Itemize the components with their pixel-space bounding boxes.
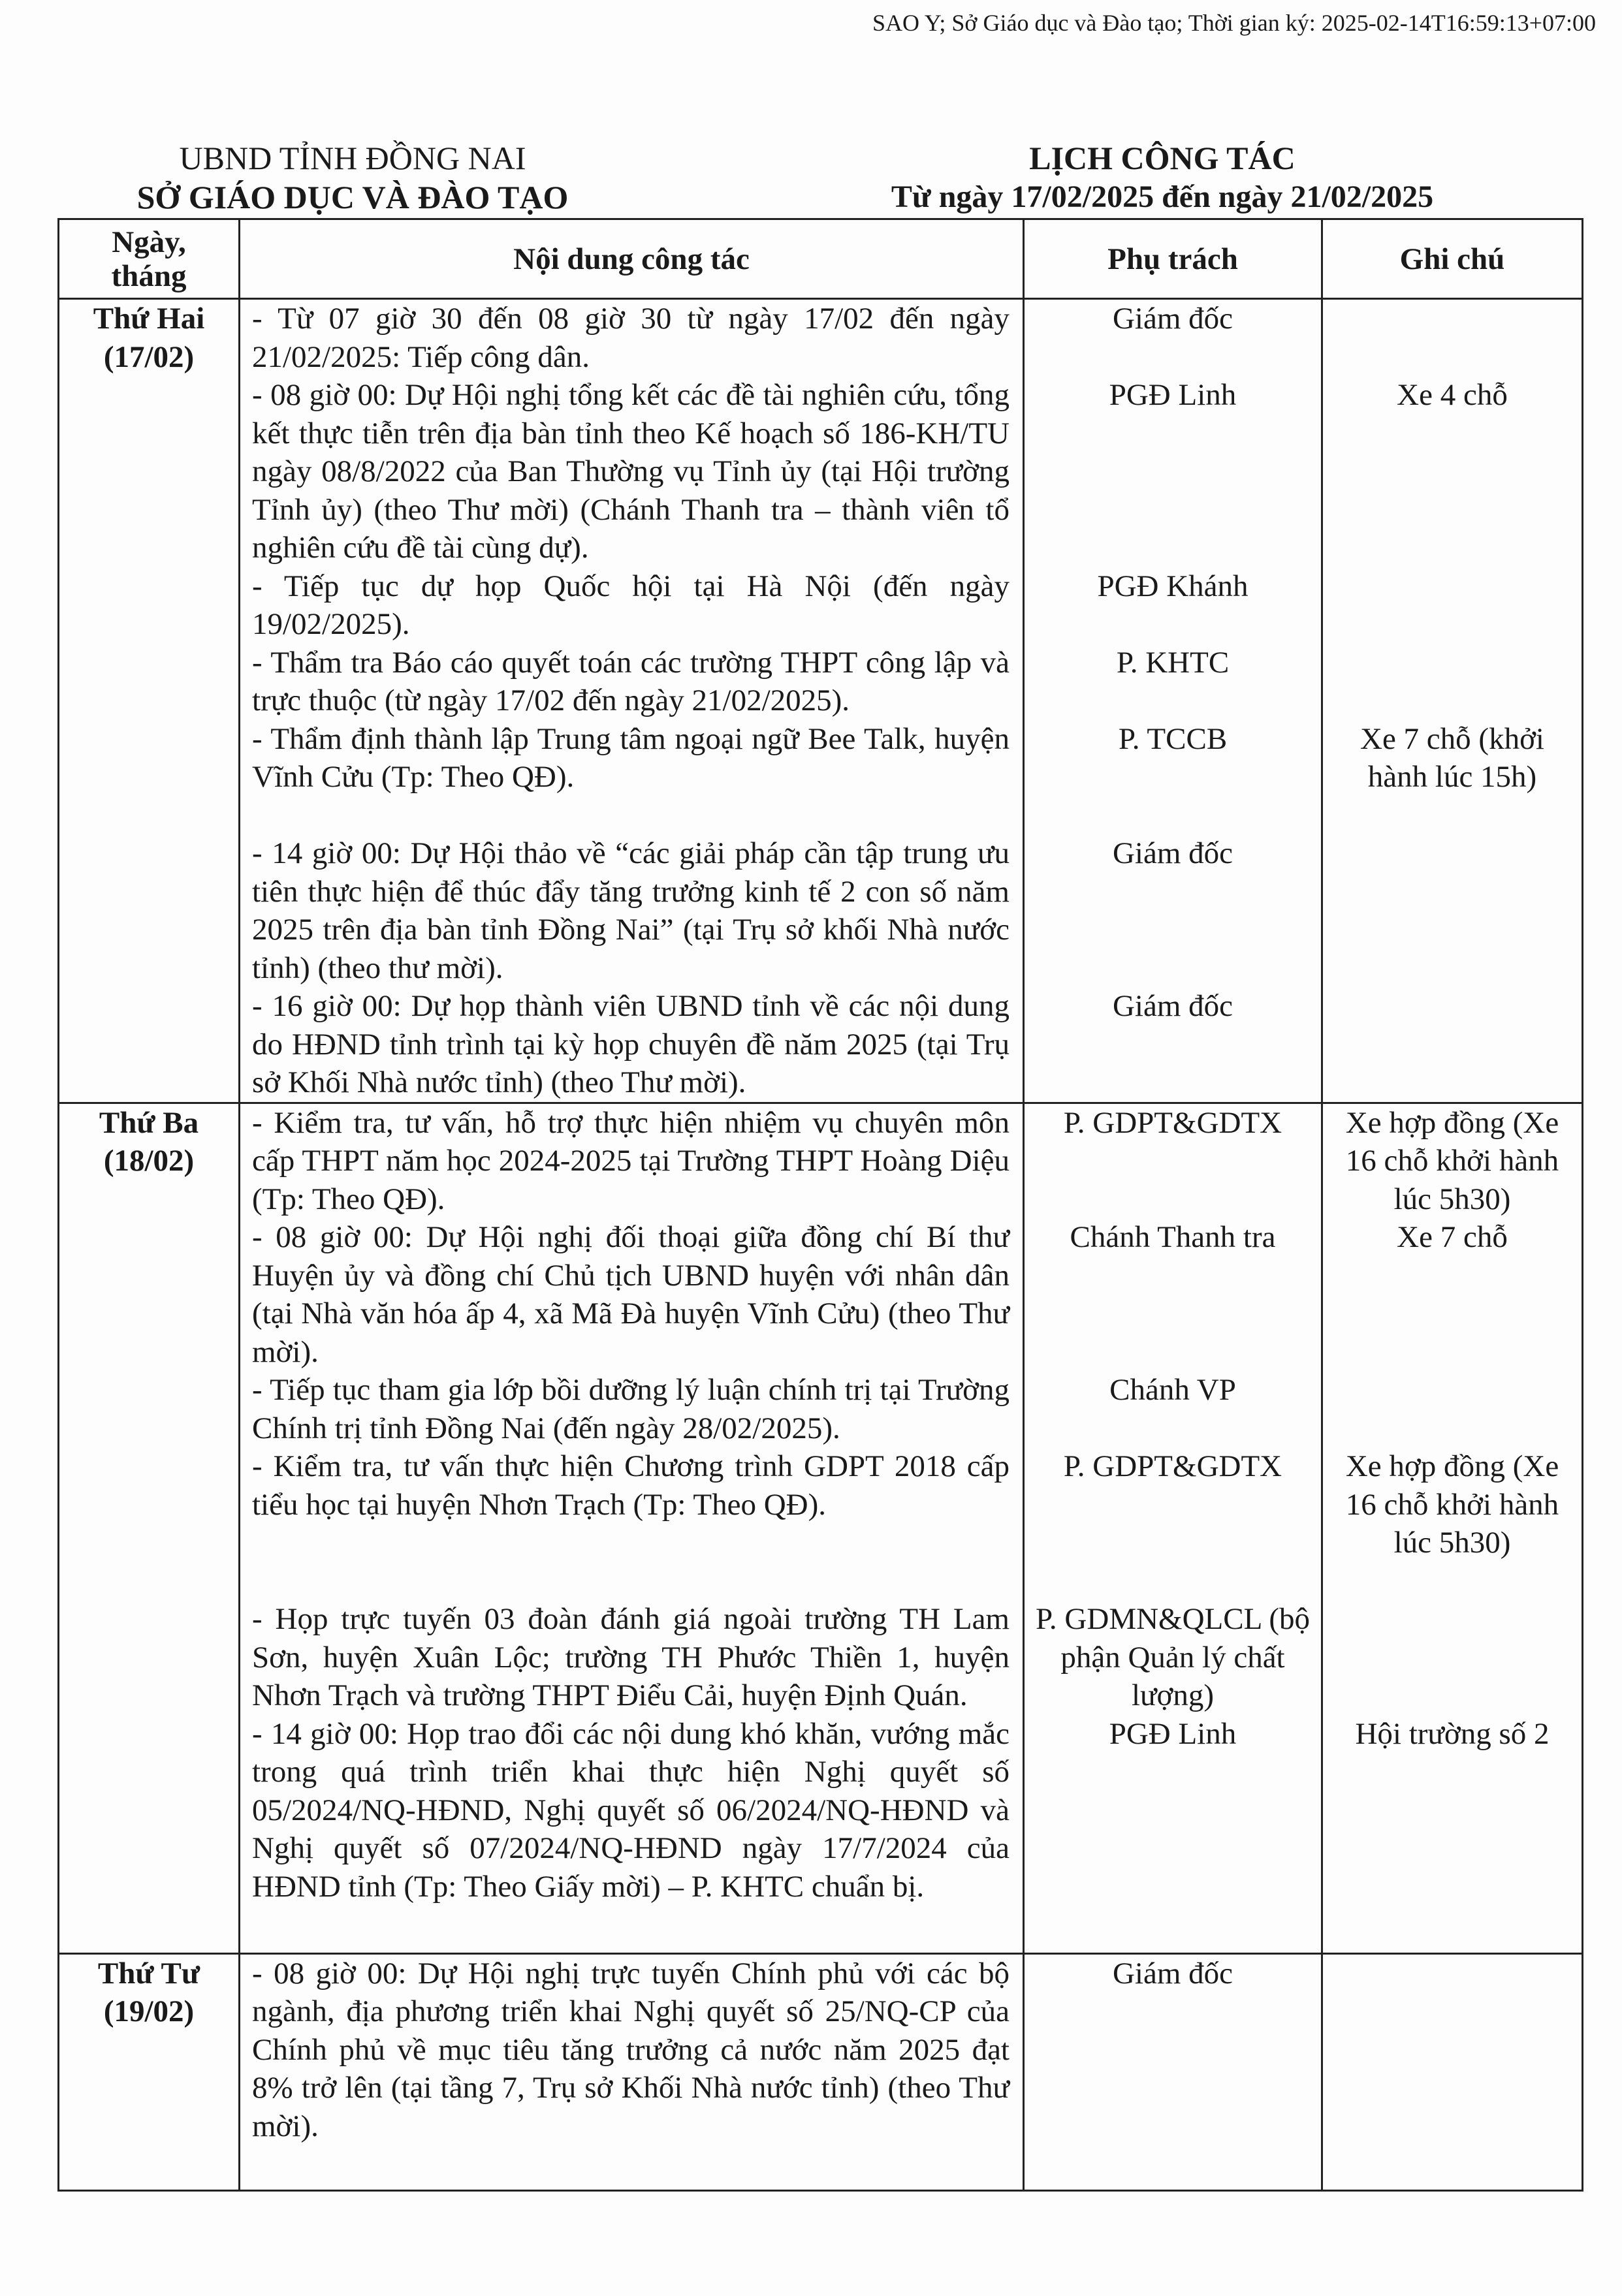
item-note: Xe 7 chỗ	[1397, 1220, 1508, 1254]
day-date: (17/02)	[103, 339, 195, 374]
day-date: (18/02)	[103, 1144, 195, 1178]
org-line-2: SỞ GIÁO DỤC VÀ ĐÀO TẠO	[136, 179, 569, 215]
digital-signature-stamp: SAO Y; Sở Giáo dục và Đào tạo; Thời gian ký: 2025-02-14T16:59:13+07:00	[872, 10, 1596, 36]
note-cell	[1322, 299, 1583, 1103]
content-cell	[240, 299, 1024, 1103]
item-spacer	[252, 1562, 1010, 1601]
item-note	[1328, 644, 1576, 720]
day-date: (19/02)	[103, 1994, 195, 2028]
item-spacer	[1030, 796, 1316, 835]
item-content: - 14 giờ 00: Họp trao đổi các nội dung khó khăn, vướng mắc trong quá trình triển khai thực hiện Nghị quyết số 05/2024/NQ-HĐND, Nghị quyết số 06/2024/NQ-HĐND và Nghị quyết số 07/2024/NQ-HĐND ngày 17/7/2024 của HĐND tỉnh (Tp: Theo Giấy mời) – P. KHTC chuẩn bị.	[252, 1716, 1010, 1904]
note-cell	[1322, 1953, 1583, 2190]
day-cell	[59, 1103, 240, 1953]
col-header-day-line1: Ngày,	[112, 225, 186, 259]
col-header-day	[59, 219, 240, 299]
item-responsible: P. KHTC	[1116, 645, 1230, 680]
note-cell	[1322, 1103, 1583, 1953]
item-content: - 16 giờ 00: Dự họp thành viên UBND tỉnh về các nội dung do HĐND tỉnh trình tại kỳ họp chuyên đề năm 2025 (tại Trụ sở Khối Nhà nước tỉnh) (theo Thư mời).	[252, 989, 1010, 1099]
org-line-1: UBND TỈNH ĐỒNG NAI	[179, 140, 526, 176]
item-note	[1328, 300, 1576, 376]
day-name: Thứ Ba	[99, 1105, 199, 1140]
responsible-cell	[1024, 299, 1322, 1103]
table-header-row	[59, 219, 1583, 299]
item-note	[1328, 1371, 1576, 1447]
item-content: - 14 giờ 00: Dự Hội thảo về “các giải pháp cần tập trung ưu tiên thực hiện để thúc đẩy tăng trưởng kinh tế 2 con số năm 2025 trên địa bàn tỉnh Đồng Nai” (tại Trụ sở khối Nhà nước tỉnh) (theo thư mời).	[252, 836, 1010, 985]
item-note	[1328, 1600, 1576, 1715]
item-content: - Họp trực tuyến 03 đoàn đánh giá ngoài trường TH Lam Sơn, huyện Xuân Lộc; trường TH Phước Thiền 1, huyện Nhơn Trạch và trường THPT Điểu Cải, huyện Định Quán.	[252, 1602, 1010, 1712]
item-note: Xe 4 chỗ	[1397, 378, 1508, 412]
item-responsible: PGĐ Khánh	[1097, 569, 1248, 603]
document-title: LỊCH CÔNG TÁC	[1029, 140, 1296, 176]
item-responsible: Giám đốc	[1112, 302, 1233, 336]
item-content: - Thẩm tra Báo cáo quyết toán các trường THPT công lập và trực thuộc (từ ngày 17/02 đến ngày 21/02/2025).	[252, 645, 1010, 717]
day-cell	[59, 1953, 240, 2190]
item-content: - Kiểm tra, tư vấn thực hiện Chương trình GDPT 2018 cấp tiểu học tại huyện Nhơn Trạch (Tp: Theo QĐ).	[252, 1449, 1010, 1522]
item-responsible: Giám đốc	[1112, 836, 1233, 870]
item-spacer	[252, 796, 1010, 835]
item-responsible: Giám đốc	[1112, 989, 1233, 1023]
item-content: - Kiểm tra, tư vấn, hỗ trợ thực hiện nhiệm vụ chuyên môn cấp THPT năm học 2024-2025 tại Trường THPT Hoàng Diệu (Tp: Theo QĐ).	[252, 1105, 1010, 1216]
schedule-table	[57, 218, 1583, 2192]
item-note: Xe hợp đồng (Xe 16 chỗ khởi hành lúc 5h30)	[1345, 1105, 1559, 1216]
item-note: Xe hợp đồng (Xe 16 chỗ khởi hành lúc 5h30)	[1345, 1449, 1559, 1560]
item-note	[1328, 834, 1576, 987]
issuing-organization	[59, 138, 646, 217]
item-content: - 08 giờ 00: Dự Hội nghị đối thoại giữa đồng chí Bí thư Huyện ủy và đồng chí Chủ tịch UBND huyện với nhân dân (tại Nhà văn hóa ấp 4, xã Mã Đà huyện Vĩnh Cửu) (theo Thư mời).	[252, 1220, 1010, 1369]
item-content: - Tiếp tục dự họp Quốc hội tại Hà Nội (đến ngày 19/02/2025).	[252, 569, 1010, 641]
day-cell	[59, 299, 240, 1103]
responsible-cell	[1024, 1953, 1322, 2190]
table-row	[59, 1953, 1583, 2190]
item-content: - 08 giờ 00: Dự Hội nghị trực tuyến Chính phủ với các bộ ngành, địa phương triển khai Nghị quyết số 25/NQ-CP của Chính phủ về mục tiêu tăng trưởng cả nước năm 2025 đạt 8% trở lên (tại tầng 7, Trụ sở Khối Nhà nước tỉnh) (theo Thư mời).	[252, 1956, 1010, 2143]
item-content: - Tiếp tục tham gia lớp bồi dưỡng lý luận chính trị tại Trường Chính trị tỉnh Đồng Nai (đến ngày 28/02/2025).	[252, 1373, 1010, 1445]
item-responsible: P. GDMN&QLCL (bộ phận Quản lý chất lượng)	[1036, 1602, 1310, 1712]
item-note: Hội trường số 2	[1355, 1716, 1550, 1751]
day-name: Thứ Tư	[97, 1956, 200, 1990]
item-responsible: Chánh Thanh tra	[1070, 1220, 1276, 1254]
table-row	[59, 1103, 1583, 1953]
item-spacer	[1030, 1562, 1316, 1601]
content-cell	[240, 1103, 1024, 1953]
item-spacer	[1328, 796, 1576, 835]
date-range: Từ ngày 17/02/2025 đến ngày 21/02/2025	[891, 180, 1434, 214]
item-responsible: Chánh VP	[1109, 1373, 1236, 1407]
item-responsible: P. GDPT&GDTX	[1063, 1105, 1282, 1140]
item-note	[1328, 567, 1576, 644]
item-responsible: PGĐ Linh	[1109, 1716, 1237, 1751]
col-header-day-line2: tháng	[111, 259, 187, 293]
item-note	[1328, 1955, 1576, 2146]
col-header-note: Ghi chú	[1322, 219, 1583, 299]
document-title-block	[797, 138, 1528, 217]
col-header-responsible: Phụ trách	[1024, 219, 1322, 299]
item-content: - 08 giờ 00: Dự Hội nghị tổng kết các đề tài nghiên cứu, tổng kết thực tiễn trên địa bàn tỉnh theo Kế hoạch số 186-KH/TU ngày 08/8/2022 của Ban Thường vụ Tỉnh ủy (tại Hội trường Tỉnh ủy) (theo Thư mời) (Chánh Thanh tra – thành viên tổ nghiên cứu đề tài cùng dự).	[252, 378, 1010, 565]
item-note: Xe 7 chỗ (khởi hành lúc 15h)	[1360, 721, 1544, 794]
item-responsible: P. GDPT&GDTX	[1063, 1449, 1282, 1483]
item-content: - Thẩm định thành lập Trung tâm ngoại ngữ Bee Talk, huyện Vĩnh Cửu (Tp: Theo QĐ).	[252, 721, 1010, 794]
content-cell	[240, 1953, 1024, 2190]
item-content: - Từ 07 giờ 30 đến 08 giờ 30 từ ngày 17/02 đến ngày 21/02/2025: Tiếp công dân.	[252, 302, 1010, 374]
item-responsible: PGĐ Linh	[1109, 378, 1237, 412]
item-note	[1328, 987, 1576, 1102]
day-name: Thứ Hai	[93, 302, 205, 336]
responsible-cell	[1024, 1103, 1322, 1953]
col-header-content: Nội dung công tác	[240, 219, 1024, 299]
item-responsible: P. TCCB	[1118, 721, 1228, 756]
item-spacer	[1328, 1562, 1576, 1601]
table-row	[59, 299, 1583, 1103]
item-responsible: Giám đốc	[1112, 1956, 1233, 1990]
